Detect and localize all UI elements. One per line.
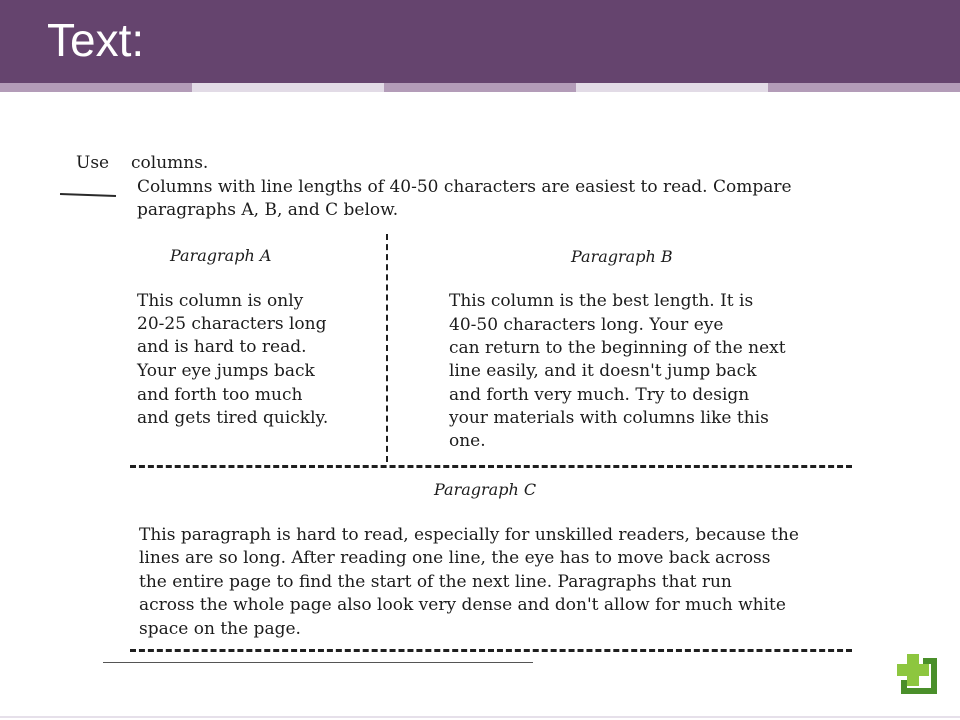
footer-line bbox=[0, 716, 960, 718]
paragraph-b-line: line easily, and it doesn't jump back bbox=[449, 361, 757, 381]
paragraph-c-line: across the whole page also look very dense and don't allow for much white bbox=[139, 595, 786, 615]
stripe-segment bbox=[768, 83, 960, 92]
paragraph-b-line: one. bbox=[449, 431, 486, 451]
paragraph-a-line: and gets tired quickly. bbox=[137, 408, 329, 428]
stripe-segment bbox=[384, 83, 576, 92]
paragraph-c-line: the entire page to find the start of the next line. Paragraphs that run bbox=[139, 572, 732, 592]
paragraph-b-line: and forth very much. Try to design bbox=[449, 385, 750, 405]
paragraph-a-line: and forth too much bbox=[137, 385, 303, 405]
intro-line: paragraphs A, B, and C below. bbox=[137, 200, 399, 220]
document-heading: columns. bbox=[131, 153, 209, 173]
paragraph-b-line: can return to the beginning of the next bbox=[449, 338, 786, 358]
margin-rule bbox=[60, 193, 116, 197]
green-plus-logo-icon bbox=[893, 650, 941, 698]
paragraph-a-line: Your eye jumps back bbox=[137, 361, 315, 381]
stripe-segment bbox=[192, 83, 384, 92]
column-divider bbox=[386, 234, 388, 462]
paragraph-b-line: your materials with columns like this bbox=[449, 408, 769, 428]
bottom-rule bbox=[103, 662, 533, 663]
paragraph-b-line: 40-50 characters long. Your eye bbox=[449, 315, 724, 335]
paragraph-a-line: This column is only bbox=[137, 291, 304, 311]
scanned-document bbox=[0, 92, 960, 720]
paragraph-c-line: This paragraph is hard to read, especially for unskilled readers, because the bbox=[139, 525, 799, 545]
stripe-segment bbox=[0, 83, 192, 92]
dashed-rule bbox=[130, 465, 852, 468]
slide-header bbox=[0, 0, 960, 83]
paragraph-a-line: 20-25 characters long bbox=[137, 314, 327, 334]
paragraph-a-label: Paragraph A bbox=[170, 246, 272, 265]
header-stripe bbox=[0, 83, 960, 92]
stripe-segment bbox=[576, 83, 768, 92]
paragraph-c-line: lines are so long. After reading one line, the eye has to move back across bbox=[139, 548, 771, 568]
use-label: Use bbox=[76, 153, 110, 173]
dashed-rule bbox=[130, 649, 852, 652]
slide-title: Text: bbox=[47, 14, 145, 66]
intro-line: Columns with line lengths of 40-50 characters are easiest to read. Compare bbox=[137, 177, 792, 197]
paragraph-a-line: and is hard to read. bbox=[137, 337, 307, 357]
paragraph-c-line: space on the page. bbox=[139, 619, 301, 639]
paragraph-b-line: This column is the best length. It is bbox=[449, 291, 754, 311]
paragraph-b-label: Paragraph B bbox=[571, 247, 673, 266]
paragraph-c-label: Paragraph C bbox=[434, 480, 537, 499]
